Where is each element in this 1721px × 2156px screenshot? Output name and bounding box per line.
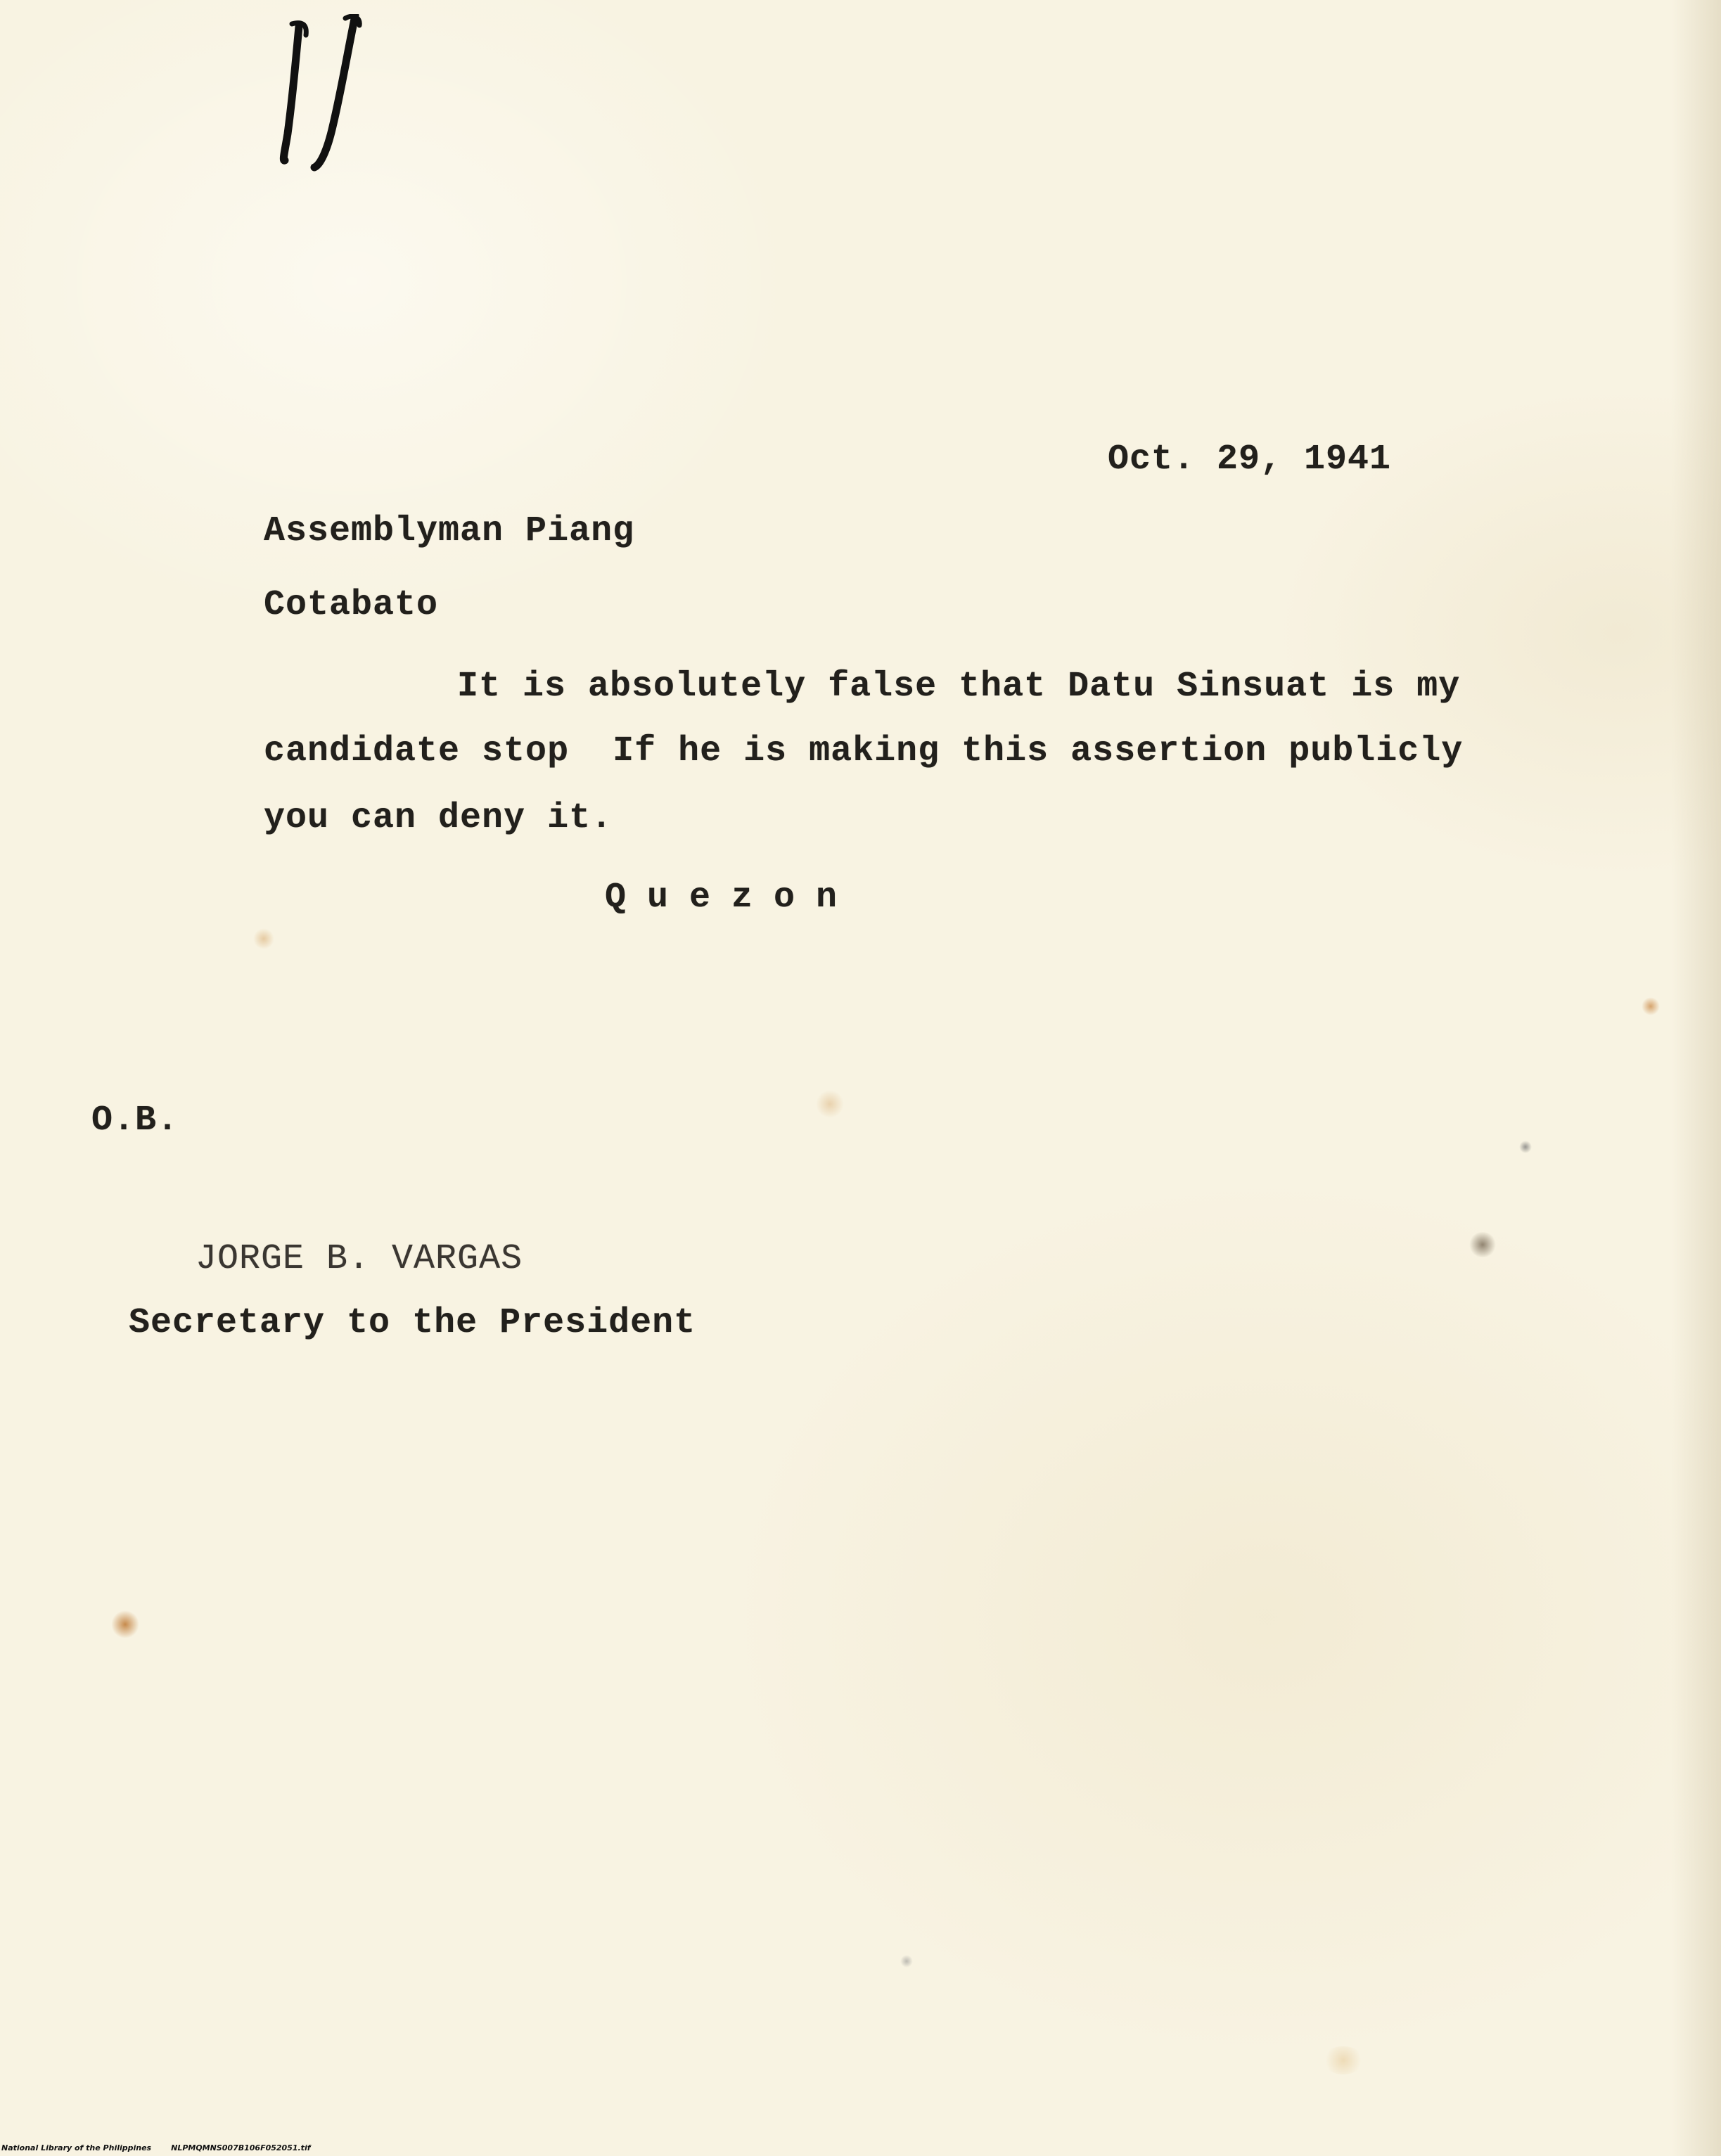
recipient-name: Assemblyman Piang — [264, 511, 635, 551]
rust-stain — [253, 928, 274, 949]
archive-footer — [1, 2143, 331, 2152]
rust-stain — [111, 1610, 139, 1638]
handwritten-mark-svg — [278, 14, 376, 176]
footer-file-id: NLPMQMNS007B106F052051.tif — [171, 2143, 311, 2152]
signature: Quezon — [605, 878, 859, 918]
recipient-location: Cotabato — [264, 585, 439, 625]
sender-name: JORGE B. VARGAS — [196, 1239, 523, 1279]
footer-library: National Library of the Philippines — [1, 2143, 152, 2152]
body-line: It is absolutely false that Datu Sinsuat is my — [457, 667, 1461, 707]
rust-stain — [1322, 2046, 1364, 2074]
rust-stain — [1469, 1232, 1497, 1257]
rust-stain — [1519, 1141, 1532, 1153]
initials: O.B. — [91, 1101, 179, 1141]
body-line: candidate stop If he is making this assertion publicly — [264, 731, 1464, 771]
body-line: you can deny it. — [264, 798, 613, 838]
rust-stain — [1642, 997, 1660, 1015]
rust-stain — [816, 1090, 844, 1118]
rust-stain — [900, 1955, 913, 1968]
handwritten-mark — [278, 14, 376, 179]
letter-date: Oct. 29, 1941 — [1108, 439, 1392, 480]
paper-edge-shadow — [1672, 0, 1721, 2156]
sender-title: Secretary to the President — [129, 1303, 696, 1343]
